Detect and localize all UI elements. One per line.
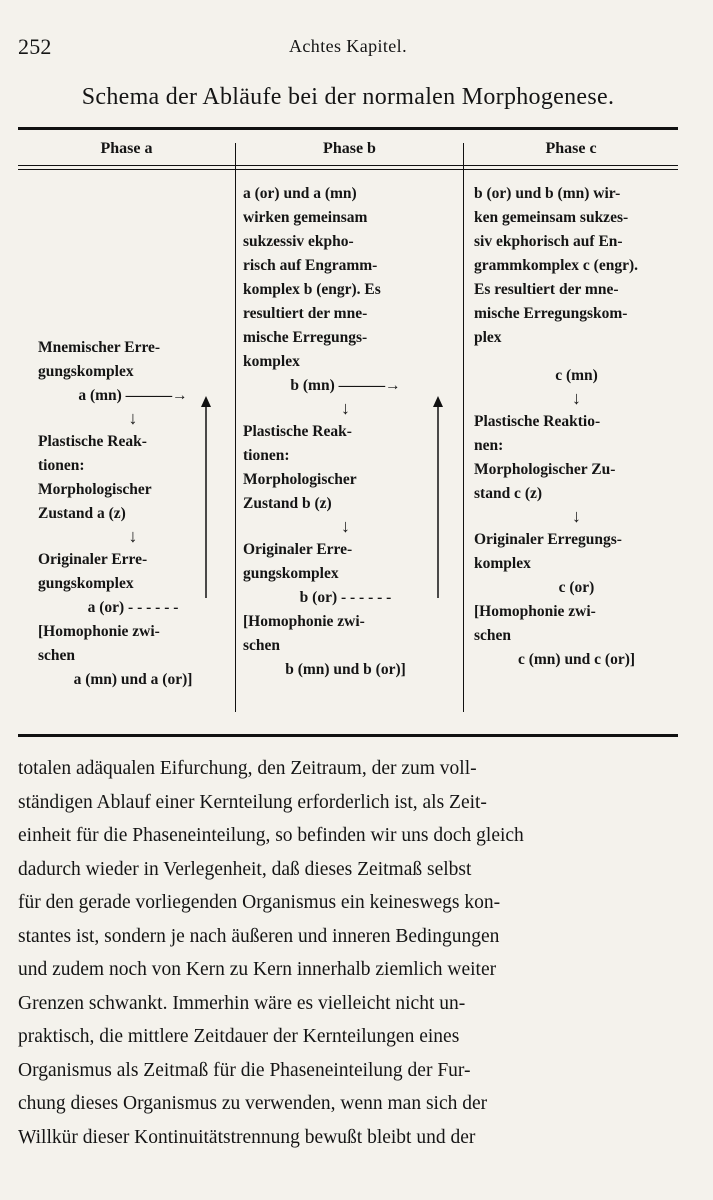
phase-b-text-line: tionen: [243,447,290,464]
phase-b-text-line: komplex [243,353,300,370]
page-header [18,34,678,64]
spacer [38,210,228,224]
spacer [38,308,228,322]
phase-c-mn-line: c (mn) [555,367,598,384]
body-text-line: Willkür dieser Kontinuitätstrennung bewußt bleibt und der [18,1126,476,1148]
down-arrow-icon: ↓ [572,388,581,408]
phase-a-text-line: Morphologischer [38,481,152,498]
body-text-line: Organismus als Zeitmaß für die Phaseneinteilung der Fur- [18,1059,471,1081]
phase-c-text-line: schen [474,627,512,644]
table-header-double-rule [18,169,678,170]
down-arrow-icon: ↓ [128,408,138,428]
body-text-line: und zudem noch von Kern zu Kern innerhalb ziemlich weiter [18,959,497,980]
phase-b-text-line: schen [243,637,281,654]
phase-b-text-line: mische Erregungs- [243,329,368,346]
phase-a-text-line: Mnemischer Erre- [38,339,161,356]
phase-c-text-line: Morphologischer Zu- [474,461,616,478]
phase-c-column [474,182,679,672]
phase-b-text-line: a (or) und a (mn) [243,185,357,202]
phase-c-or-line: c (or) [558,579,595,596]
phase-b-mn-line: b (mn) ———→ [290,377,401,394]
phase-a-text-line: [Homophonie zwi- [38,623,160,640]
schema-title: Schema der Abläufe bei der normalen Morphogenese. [81,84,615,110]
phase-c-text-line: plex [474,329,502,346]
phase-c-header: Phase c [545,140,597,157]
down-arrow-icon: ↓ [341,516,350,536]
table-bottom-rule [18,734,678,737]
spacer [38,294,228,308]
body-text-line: Grenzen schwankt. Immerhin wäre es vielleicht nicht un- [18,992,466,1014]
phase-c-text-line: Es resultiert der mne- [474,281,619,298]
body-text-line: für den gerade vorliegenden Organismus ein keineswegs kon- [18,892,501,913]
spacer [38,252,228,266]
spacer [38,238,228,252]
phase-c-text-line: grammkomplex c (engr). [474,257,638,274]
spacer [38,182,228,196]
phase-c-text-line: ken gemeinsam sukzes- [474,209,629,226]
phase-a-text-line: a (mn) und a (or)] [73,671,193,688]
phase-a-text-line: gungskomplex [38,363,134,380]
phase-c-text-line: nen: [474,437,504,454]
phase-b-text-line: resultiert der mne- [243,305,368,322]
running-head: Achtes Kapitel. [289,36,407,56]
table-header-rule [18,165,678,166]
phase-b-text-line: gungskomplex [243,565,339,582]
phase-c-text-line: komplex [474,555,531,572]
phase-a-text-line: Originaler Erre- [38,551,148,568]
spacer [38,280,228,294]
spacer [38,196,228,210]
phase-b-text-line: Originaler Erre- [243,541,353,558]
phase-c-text-line: Plastische Reaktio- [474,413,601,430]
phase-b-text-line: [Homophonie zwi- [243,613,365,630]
body-text-line: totalen adäqualen Eifurchung, den Zeitraum, der zum voll- [18,758,477,779]
body-text-line: einheit für die Phaseneinteilung, so befinden wir uns doch gleich [18,825,524,846]
body-text-line: chung dieses Organismus zu verwenden, wenn man sich der [18,1093,488,1114]
spacer [38,224,228,238]
phase-b-header: Phase b [323,140,376,157]
phase-b-text-line: risch auf Engramm- [243,257,378,274]
phase-a-header: Phase a [100,140,153,157]
down-arrow-icon: ↓ [128,526,138,546]
phase-b-column [243,182,448,682]
column-divider-a-b [235,143,236,712]
phase-c-text-line: Originaler Erregungs- [474,531,622,548]
body-text [18,752,678,1154]
phase-a-column [38,182,228,692]
spacer [38,322,228,336]
phase-c-text-line: mische Erregungskom- [474,305,628,322]
phase-b-text-line: komplex b (engr). Es [243,281,381,298]
down-arrow-icon: ↓ [572,506,581,526]
phase-b-text-line: Plastische Reak- [243,423,352,440]
spacer [474,350,679,364]
down-arrow-icon: ↓ [341,398,350,418]
phase-b-text-line: sukzessiv ekpho- [243,233,354,250]
phase-a-text-line: Plastische Reak- [38,433,147,450]
phase-a-mn-line: a (mn) ———→ [78,387,188,404]
body-text-line: dadurch wieder in Verlegenheit, daß dieses Zeitmaß selbst [18,858,472,880]
phase-a-text-line: gungskomplex [38,575,134,592]
spacer [38,266,228,280]
phase-c-text-line: c (mn) und c (or)] [517,651,636,668]
phase-c-text-line: [Homophonie zwi- [474,603,596,620]
phase-a-text-line: Zustand a (z) [38,505,126,522]
phase-b-text-line: Zustand b (z) [243,495,332,512]
phase-b-text-line: Morphologischer [243,471,357,488]
phase-a-text-line: schen [38,647,76,664]
phase-b-text-line: wirken gemeinsam [243,209,368,226]
phase-a-text-line: tionen: [38,457,85,474]
page-number: 252 [18,34,52,59]
column-divider-b-c [463,143,464,712]
body-text-line: praktisch, die mittlere Zeitdauer der Kernteilungen eines [18,1026,460,1047]
table-top-rule [18,127,678,130]
phase-c-text-line: b (or) und b (mn) wir- [474,185,621,202]
body-text-line: ständigen Ablauf einer Kernteilung erforderlich ist, als Zeit- [18,791,487,813]
phase-schema-table [18,126,678,738]
phase-b-or-line: b (or) - - - - - - [299,589,392,606]
body-text-line: stantes ist, sondern je nach äußeren und inneren Bedingungen [18,925,500,947]
phase-c-text-line: stand c (z) [474,485,543,502]
phase-b-text-line: b (mn) und b (or)] [285,661,406,678]
phase-c-text-line: siv ekphorisch auf En- [474,233,623,250]
phase-a-or-line: a (or) - - - - - - [87,599,179,616]
